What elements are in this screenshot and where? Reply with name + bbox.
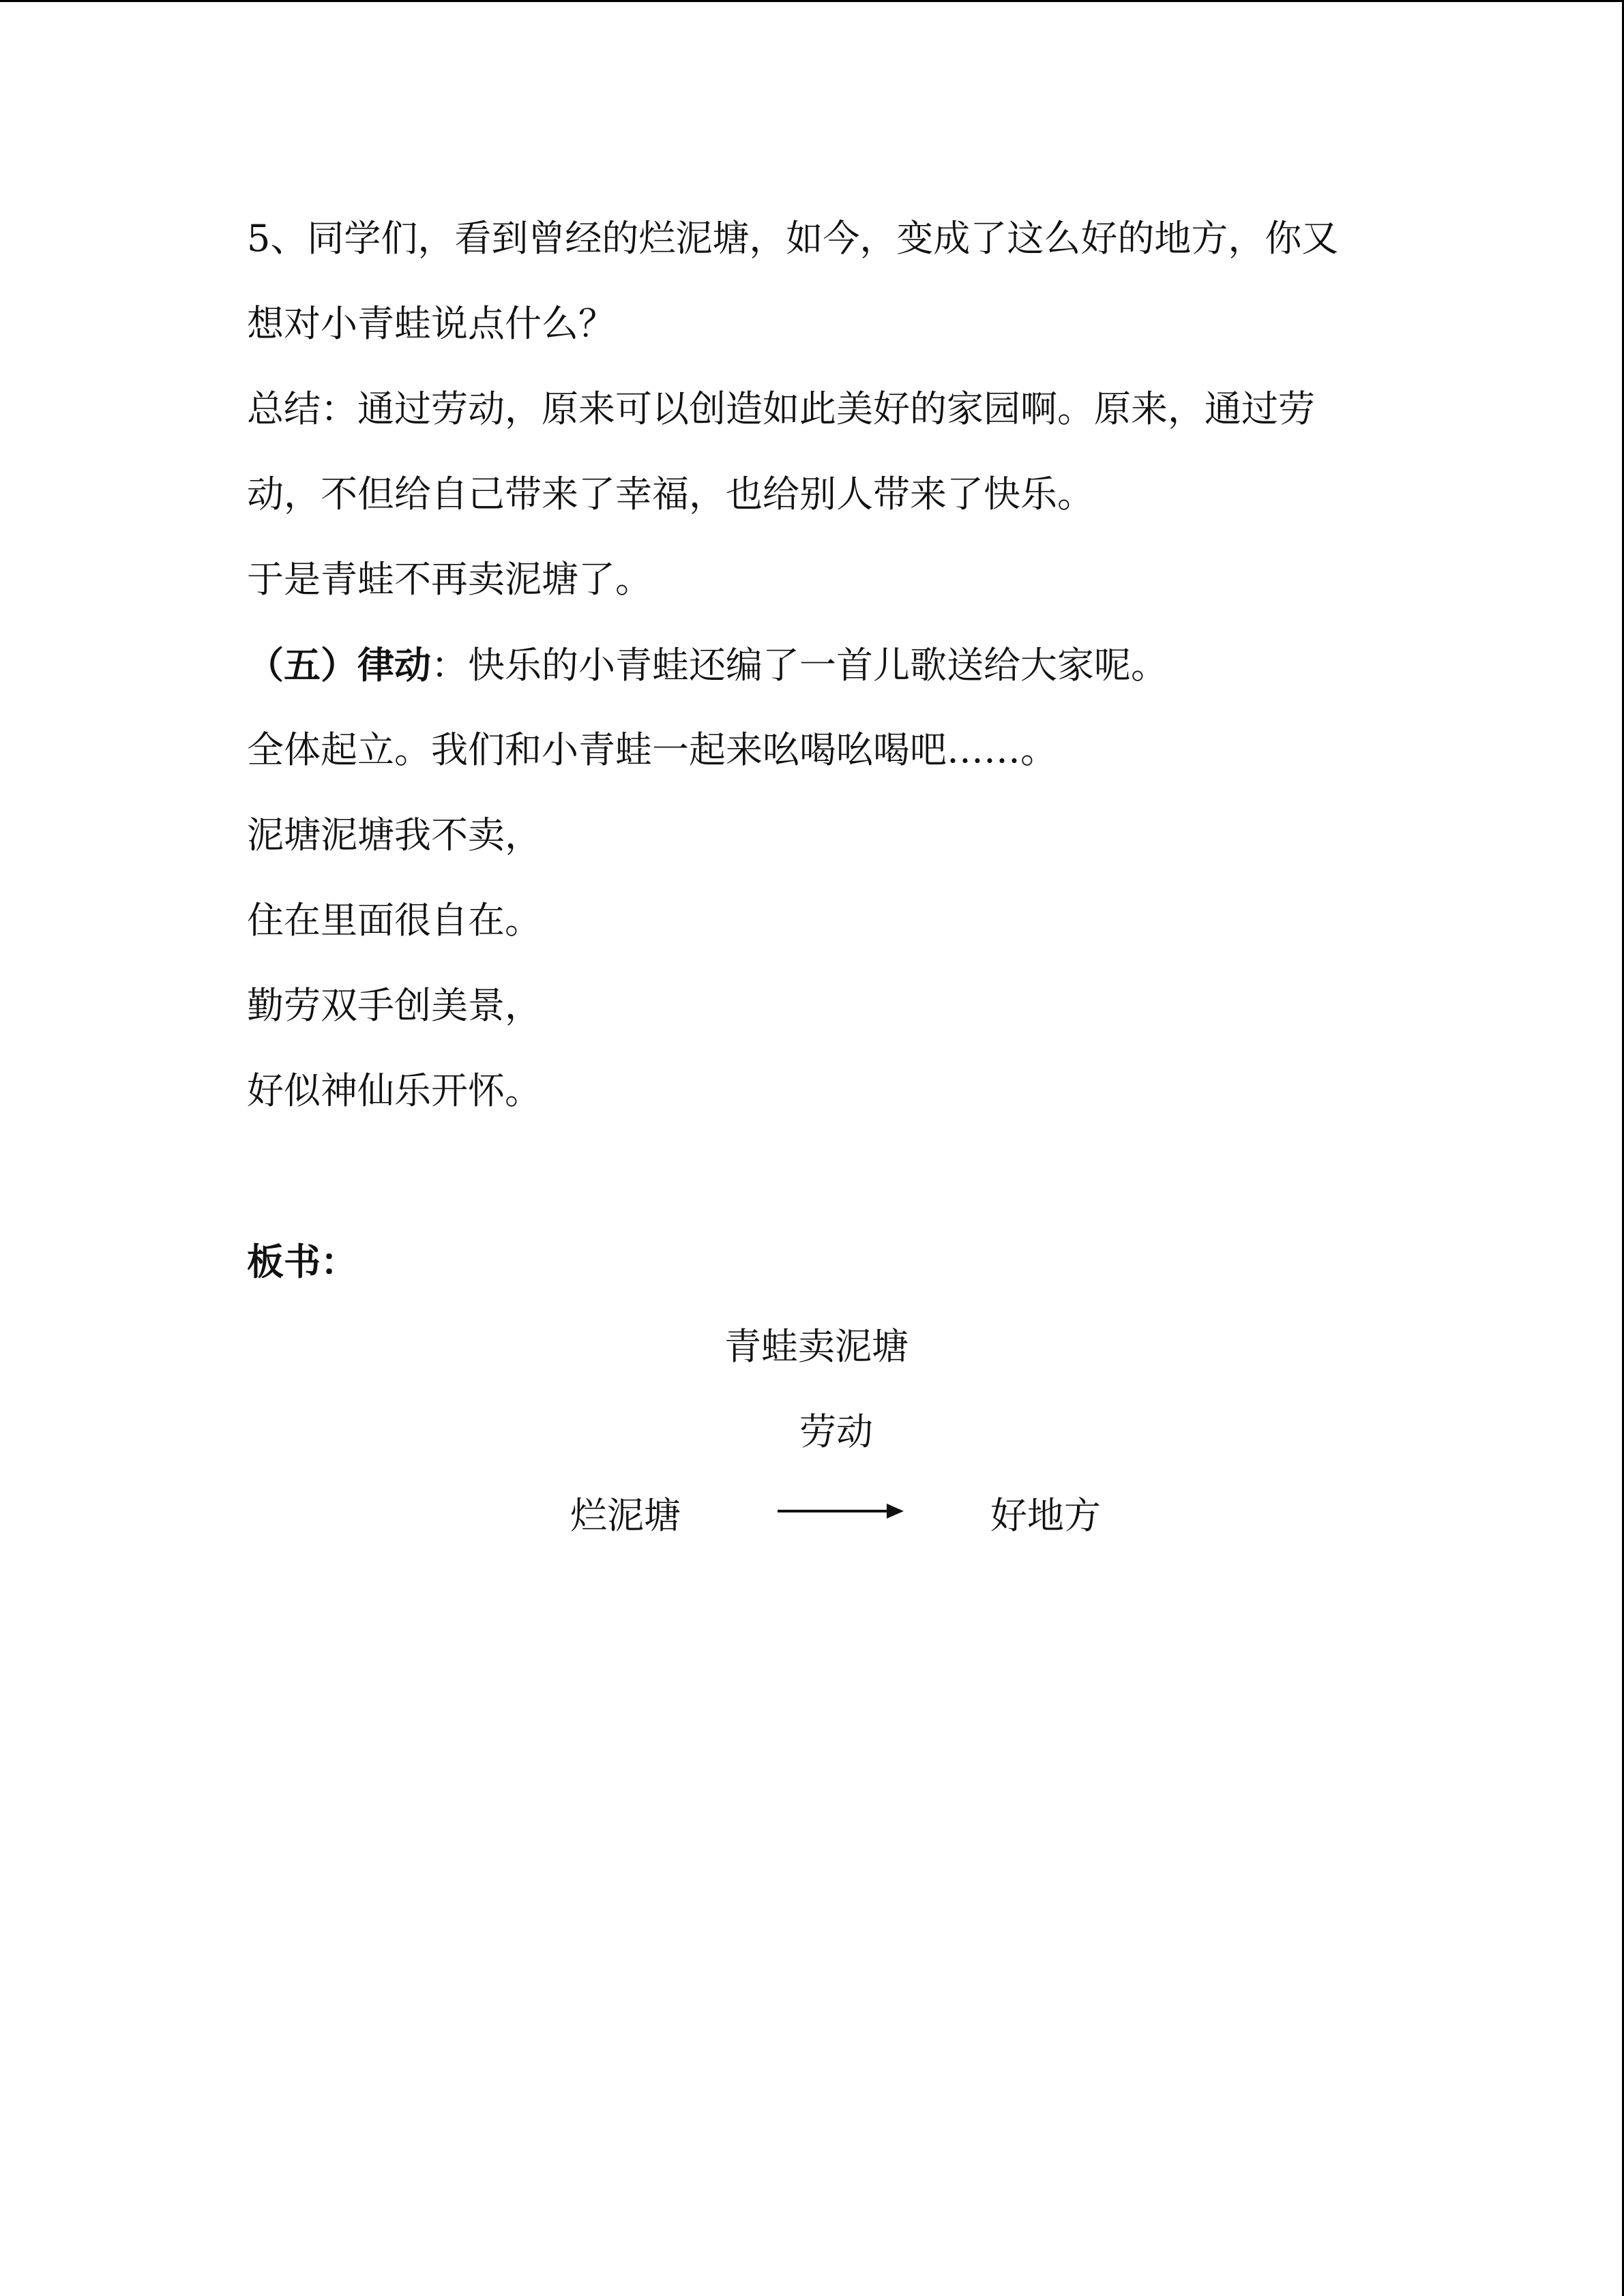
conclusion-line: 于是青蛙不再卖泥塘了。 (247, 558, 652, 601)
question-5-line-1: 5、同学们，看到曾经的烂泥塘，如今，变成了这么好的地方，你又 (247, 217, 1339, 260)
summary-line-2: 动，不但给自己带来了幸福，也给别人带来了快乐。 (247, 473, 1094, 516)
song-line-2: 住在里面很自在。 (247, 899, 542, 942)
question-5-line-2: 想对小青蛙说点什么？ (247, 302, 615, 345)
page-top-border (0, 0, 1624, 2)
song-line-3: 勤劳双手创美景， (247, 984, 542, 1027)
song-line-1: 泥塘泥塘我不卖， (247, 814, 542, 856)
board-from: 烂泥塘 (570, 1494, 681, 1537)
song-line-4: 好似神仙乐开怀。 (247, 1069, 542, 1112)
right-arrow-icon (778, 1502, 904, 1520)
board-title: 青蛙卖泥塘 (724, 1325, 909, 1368)
stand-up-line: 全体起立。我们和小青蛙一起来吆喝吆喝吧……。 (247, 728, 1057, 771)
section-5-label: （五）律动 (247, 643, 431, 687)
summary-line-1: 总结：通过劳动，原来可以创造如此美好的家园啊。原来，通过劳 (247, 387, 1315, 430)
section-5-text: ：快乐的小青蛙还编了一首儿歌送给大家呢。 (431, 644, 1168, 687)
board-to: 好地方 (990, 1494, 1101, 1537)
board-arrow-label: 劳动 (799, 1410, 873, 1453)
board-heading: 板书： (247, 1240, 357, 1283)
section-5-line (247, 641, 1168, 689)
